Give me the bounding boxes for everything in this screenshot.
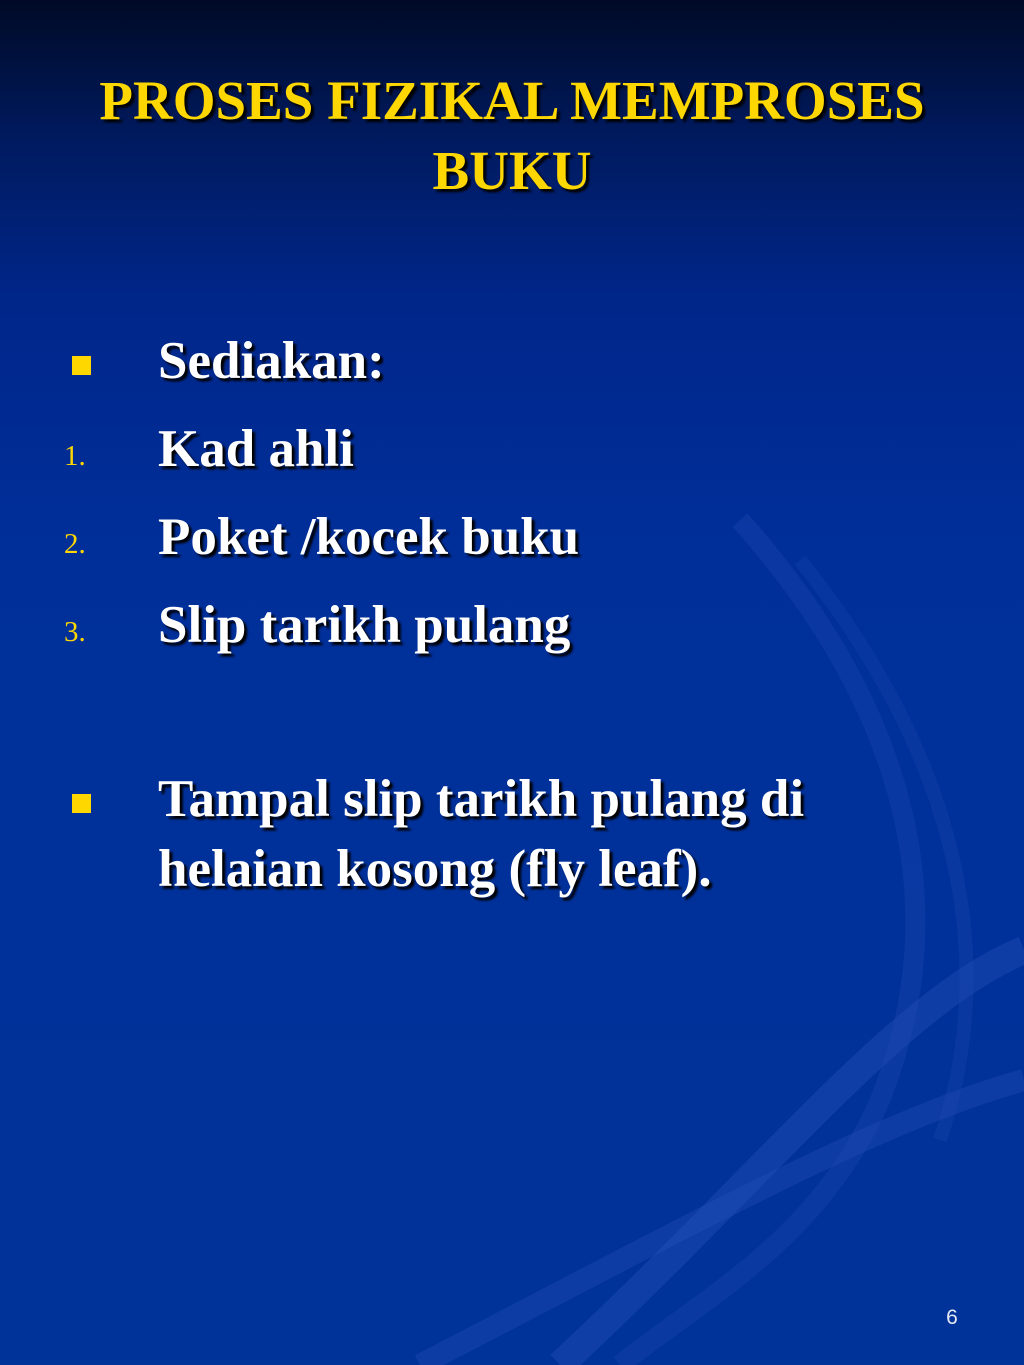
list-item-text: Slip tarikh pulang <box>158 596 571 654</box>
list-number: 1. <box>64 440 86 472</box>
square-bullet-icon <box>72 356 91 375</box>
page-number: 6 <box>946 1306 958 1329</box>
square-bullet-icon <box>72 794 91 813</box>
list-number: 3. <box>64 616 86 648</box>
list-item-text: Sediakan: <box>158 332 385 390</box>
list-item-text: Tampal slip tarikh pulang di helaian kosong (fly leaf). <box>158 770 805 898</box>
slide-title: PROSES FIZIKAL MEMPROSES BUKU <box>99 70 925 201</box>
list-number: 2. <box>64 528 86 560</box>
list-item-text: Kad ahli <box>158 420 354 478</box>
list-item-text: Poket /kocek buku <box>158 508 580 566</box>
